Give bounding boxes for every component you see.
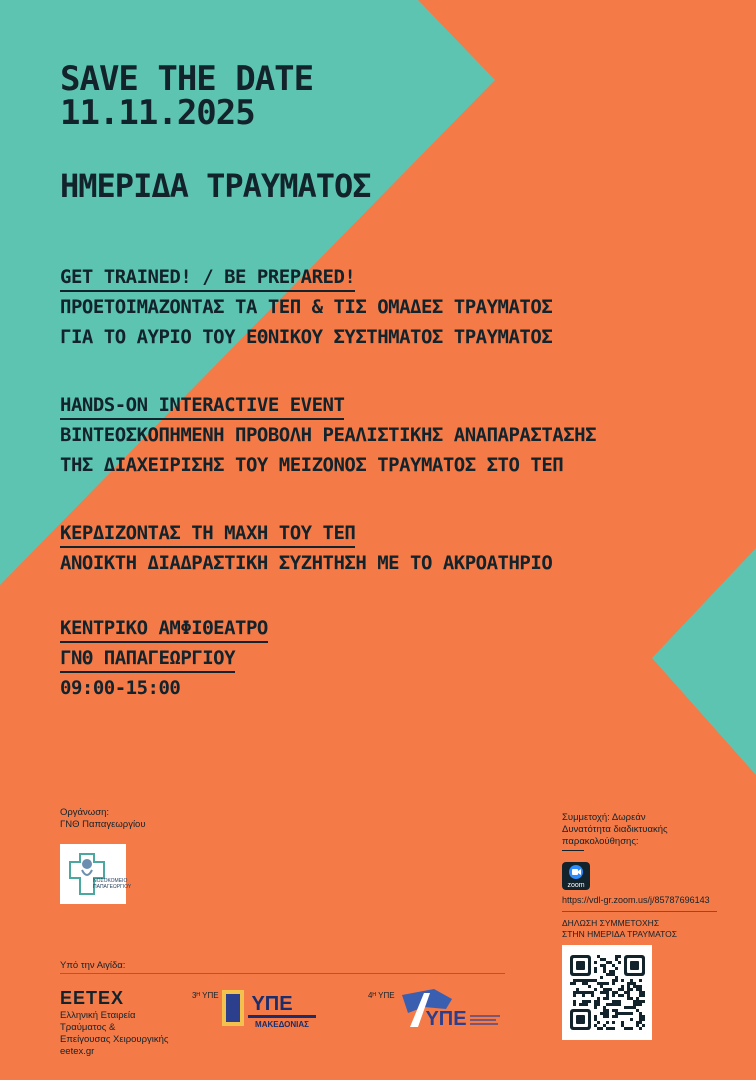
section-line: ΓΙΑ ΤΟ ΑΥΡΙΟ ΤΟΥ ΕΘΝΙΚΟΥ ΣΥΣΤΗΜΑΤΟΣ ΤΡΑΥΜΑΤΟΣ (60, 326, 553, 348)
divider (60, 973, 505, 974)
divider (562, 911, 717, 912)
zoom-icon[interactable] (562, 862, 590, 890)
teal-triangle-right (652, 548, 756, 775)
ype3-logo (222, 988, 318, 1032)
eetex-line: Ελληνική Εταιρεία (60, 1010, 136, 1021)
eetex-line: Τραύματος & (60, 1022, 116, 1033)
ype4-logo-text: ΥΠΕ (425, 1008, 467, 1030)
eetex-line: Επείγουσας Χειρουργικής (60, 1034, 169, 1045)
logo-text-2: ΠΑΠΑΓΕΩΡΓΙΟΥ (93, 884, 132, 890)
qr-code[interactable] (562, 945, 652, 1040)
event-date: 11.11.2025 (60, 93, 255, 133)
eetex-logo: EETEX (60, 988, 125, 1008)
ype3-logo-text: ΥΠΕ (251, 993, 293, 1015)
section-line: ΒΙΝΤΕΟΣΚΟΠΗΜΕΝΗ ΠΡΟΒΟΛΗ ΡΕΑΛΙΣΤΙΚΗΣ ΑΝΑΠΑΡΑΣΤΑΣΗΣ (60, 424, 597, 446)
logo-text-1: ΝΟΣΟΚΟΜΕΙΟ (93, 878, 128, 884)
venue-block (60, 613, 268, 703)
ype3-label: 3ᴴ ΥΠΕ (192, 991, 219, 1000)
zoom-link[interactable]: https://vdl-gr.zoom.us/j/85787696143 (562, 895, 710, 905)
section-battle (60, 518, 552, 578)
section-line: ΤΗΣ ΔΙΑΧΕΙΡΙΣΗΣ ΤΟΥ ΜΕΙΖΟΝΟΣ ΤΡΑΥΜΑΤΟΣ ΣΤΟ ΤΕΠ (60, 454, 564, 476)
event-time: 09:00-15:00 (60, 677, 181, 699)
section-line: ΑΝΟΙΚΤΗ ΔΙΑΔΡΑΣΤΙΚΗ ΣΥΖΗΤΗΣΗ ΜΕ ΤΟ ΑΚΡΟΑΤΗΡΙΟ (60, 552, 553, 574)
zoom-label: zoom (567, 882, 585, 889)
organizer-name: ΓΝΘ Παπαγεωργίου (60, 819, 146, 830)
participation-line: παρακολούθησης: (562, 836, 639, 847)
declaration-line: ΣΤΗΝ ΗΜΕΡΙΔΑ ΤΡΑΥΜΑΤΟΣ (562, 929, 678, 939)
divider (562, 850, 584, 851)
organizer-label: Οργάνωση: (60, 807, 109, 818)
aegis-label: Υπό την Αιγίδα: (60, 960, 126, 971)
save-the-date: SAVE THE DATE (60, 59, 314, 99)
event-title: ΗΜΕΡΙΔΑ ΤΡΑΥΜΑΤΟΣ (60, 167, 371, 205)
section-heading: GET TRAINED! / BE PREPARED! (60, 264, 355, 292)
venue-line-2: ΓΝΘ ΠΑΠΑΓΕΩΡΓΙΟΥ (60, 645, 235, 673)
eetex-url: eetex.gr (60, 1046, 95, 1057)
section-line: ΠΡΟΕΤΟΙΜΑΖΟΝΤΑΣ ΤΑ ΤΕΠ & ΤΙΣ ΟΜΑΔΕΣ ΤΡΑΥΜΑΤΟΣ (60, 296, 553, 318)
participation-info (562, 812, 668, 848)
section-heading: HANDS-ON INTERACTIVE EVENT (60, 392, 344, 420)
eetex-description (60, 1010, 168, 1058)
venue-line-1: ΚΕΝΤΡΙΚΟ ΑΜΦΙΘΕΑΤΡΟ (60, 615, 268, 643)
participation-line: Συμμετοχή: Δωρεάν (562, 812, 646, 823)
participation-line: Δυνατότητα διαδικτυακής (562, 824, 668, 835)
ype4-logo (394, 985, 504, 1031)
hospital-logo (60, 844, 132, 904)
declaration-label (562, 918, 677, 940)
section-heading: ΚΕΡΔΙΖΟΝΤΑΣ ΤΗ ΜΑΧΗ ΤΟΥ ΤΕΠ (60, 520, 355, 548)
ype3-region: ΜΑΚΕΔΟΝΙΑΣ (255, 1020, 309, 1029)
declaration-line: ΔΗΛΩΣΗ ΣΥΜΜΕΤΟΧΗΣ (562, 918, 660, 928)
section-hands-on (60, 390, 596, 480)
section-get-trained (60, 262, 552, 352)
ype4-label: 4ᴴ ΥΠΕ (368, 991, 395, 1000)
